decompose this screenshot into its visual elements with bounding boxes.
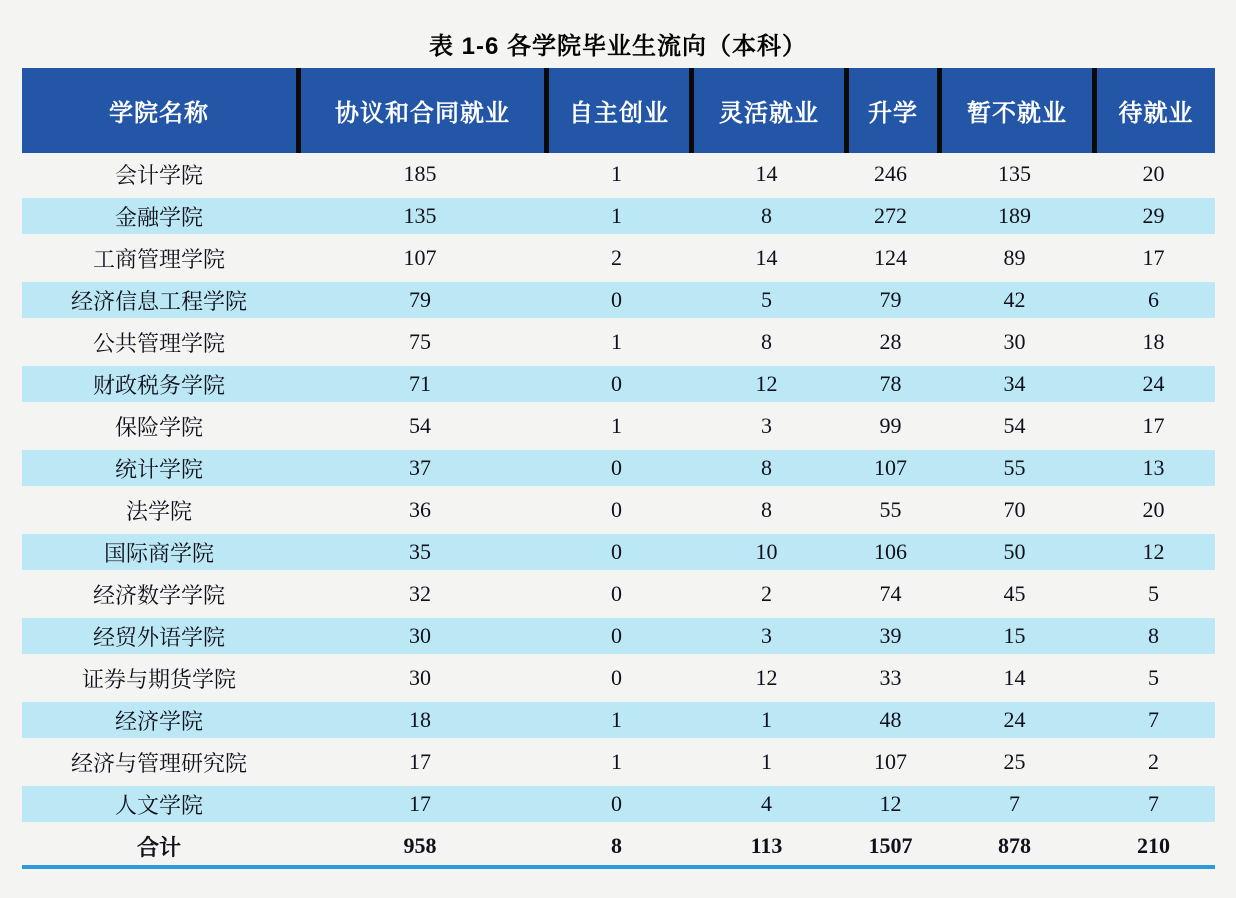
value-cell: 30 — [1003, 329, 1026, 354]
college-name-cell: 财政税务学院 — [22, 363, 296, 405]
value-cell: 71 — [296, 363, 544, 405]
table-row — [22, 531, 1215, 573]
value-cell: 1 — [611, 329, 622, 354]
college-name-cell: 公共管理学院 — [92, 330, 225, 356]
value-cell: 0 — [544, 615, 689, 657]
table-row — [22, 153, 1215, 195]
value-cell: 8 — [689, 195, 844, 237]
value-cell: 15 — [937, 615, 1092, 657]
college-name-cell: 人文学院 — [22, 783, 296, 825]
value-cell: 106 — [844, 531, 937, 573]
value-cell: 0 — [611, 497, 622, 522]
value-cell: 48 — [844, 699, 937, 741]
value-cell: 3 — [761, 413, 772, 438]
header-row — [22, 68, 1215, 153]
value-cell: 28 — [879, 329, 902, 354]
value-cell: 17 — [1142, 413, 1165, 438]
value-cell: 79 — [844, 279, 937, 321]
value-cell: 17 — [1142, 245, 1165, 270]
total-value: 1507 — [868, 833, 913, 858]
value-cell: 34 — [937, 363, 1092, 405]
table-row — [22, 699, 1215, 741]
total-value: 210 — [1137, 833, 1170, 858]
value-cell: 37 — [296, 447, 544, 489]
college-name-cell: 工商管理学院 — [92, 246, 225, 272]
value-cell: 54 — [1003, 413, 1026, 438]
table-row — [22, 657, 1215, 699]
value-cell: 7 — [1092, 783, 1215, 825]
college-name-cell: 法学院 — [125, 498, 192, 524]
value-cell: 14 — [755, 161, 778, 186]
value-cell: 33 — [879, 665, 902, 690]
value-cell: 5 — [1148, 665, 1159, 690]
table-row — [22, 321, 1215, 363]
table-row — [22, 447, 1215, 489]
value-cell: 32 — [409, 581, 431, 606]
value-cell: 5 — [689, 279, 844, 321]
column-header-contract: 协议和合同就业 — [296, 68, 544, 153]
column-header-further-study: 升学 — [844, 68, 937, 153]
value-cell: 8 — [761, 329, 772, 354]
value-cell: 70 — [1003, 497, 1026, 522]
value-cell: 0 — [544, 279, 689, 321]
value-cell: 2 — [1148, 749, 1159, 774]
value-cell: 107 — [844, 447, 937, 489]
value-cell: 13 — [1092, 447, 1215, 489]
value-cell: 14 — [1003, 665, 1026, 690]
value-cell: 39 — [844, 615, 937, 657]
table-bottom-rule — [22, 865, 1215, 869]
table-body — [22, 153, 1215, 825]
college-name-cell: 统计学院 — [22, 447, 296, 489]
table-footer — [22, 825, 1215, 865]
value-cell: 30 — [409, 665, 431, 690]
value-cell: 24 — [937, 699, 1092, 741]
value-cell: 14 — [755, 245, 778, 270]
value-cell: 1 — [544, 195, 689, 237]
value-cell: 189 — [937, 195, 1092, 237]
value-cell: 1 — [611, 749, 622, 774]
table-row — [22, 363, 1215, 405]
value-cell: 50 — [937, 531, 1092, 573]
value-cell: 74 — [879, 581, 902, 606]
value-cell: 4 — [689, 783, 844, 825]
table-row — [22, 741, 1215, 783]
value-cell: 272 — [844, 195, 937, 237]
value-cell: 24 — [1092, 363, 1215, 405]
value-cell: 0 — [544, 363, 689, 405]
value-cell: 75 — [409, 329, 431, 354]
value-cell: 1 — [689, 699, 844, 741]
value-cell: 107 — [403, 245, 437, 270]
value-cell: 42 — [937, 279, 1092, 321]
value-cell: 55 — [937, 447, 1092, 489]
value-cell: 17 — [409, 749, 431, 774]
value-cell: 10 — [689, 531, 844, 573]
total-value: 878 — [998, 833, 1031, 858]
value-cell: 12 — [689, 363, 844, 405]
value-cell: 2 — [761, 581, 772, 606]
value-cell: 5 — [1148, 581, 1159, 606]
college-name-cell: 保险学院 — [114, 414, 203, 440]
college-name-cell: 经济数学学院 — [92, 582, 225, 608]
value-cell: 0 — [544, 531, 689, 573]
value-cell: 55 — [879, 497, 902, 522]
value-cell: 6 — [1092, 279, 1215, 321]
value-cell: 35 — [296, 531, 544, 573]
value-cell: 89 — [1003, 245, 1026, 270]
college-name-cell: 证券与期货学院 — [81, 666, 236, 692]
value-cell: 0 — [611, 581, 622, 606]
value-cell: 8 — [689, 447, 844, 489]
table-title: 表 1-6 各学院毕业生流向（本科） — [428, 33, 808, 60]
value-cell: 78 — [844, 363, 937, 405]
table-row — [22, 195, 1215, 237]
value-cell: 1 — [544, 699, 689, 741]
value-cell: 18 — [1142, 329, 1165, 354]
value-cell: 107 — [874, 749, 907, 774]
table-row — [22, 405, 1215, 447]
value-cell: 45 — [1003, 581, 1026, 606]
table-row — [22, 573, 1215, 615]
total-value: 958 — [403, 833, 437, 858]
value-cell: 36 — [409, 497, 431, 522]
value-cell: 1 — [611, 161, 622, 186]
table-row — [22, 615, 1215, 657]
table-row — [22, 237, 1215, 279]
column-header-flexible: 灵活就业 — [689, 68, 844, 153]
value-cell: 135 — [296, 195, 544, 237]
value-cell: 3 — [689, 615, 844, 657]
value-cell: 7 — [1092, 699, 1215, 741]
table-row — [22, 489, 1215, 531]
total-value: 8 — [611, 833, 622, 858]
value-cell: 0 — [544, 783, 689, 825]
college-name-cell: 经济与管理研究院 — [70, 750, 247, 776]
graduate-flow-table-wrap — [22, 68, 1215, 869]
value-cell: 17 — [296, 783, 544, 825]
value-cell: 7 — [937, 783, 1092, 825]
value-cell: 54 — [409, 413, 431, 438]
value-cell: 0 — [611, 665, 622, 690]
total-label: 合计 — [136, 834, 181, 860]
value-cell: 12 — [844, 783, 937, 825]
table-row — [22, 279, 1215, 321]
college-name-cell: 经济学院 — [22, 699, 296, 741]
value-cell: 20 — [1142, 497, 1165, 522]
value-cell: 124 — [874, 245, 907, 270]
value-cell: 12 — [755, 665, 778, 690]
value-cell: 18 — [296, 699, 544, 741]
value-cell: 1 — [611, 413, 622, 438]
value-cell: 185 — [403, 161, 437, 186]
value-cell: 29 — [1092, 195, 1215, 237]
value-cell: 25 — [1003, 749, 1026, 774]
total-value: 113 — [750, 833, 783, 858]
value-cell: 99 — [879, 413, 902, 438]
value-cell: 0 — [544, 447, 689, 489]
value-cell: 8 — [1092, 615, 1215, 657]
column-header-seeking: 待就业 — [1092, 68, 1215, 153]
table-header — [22, 68, 1215, 153]
value-cell: 135 — [998, 161, 1031, 186]
value-cell: 246 — [874, 161, 907, 186]
value-cell: 1 — [761, 749, 772, 774]
college-name-cell: 金融学院 — [22, 195, 296, 237]
value-cell: 30 — [296, 615, 544, 657]
college-name-cell: 经济信息工程学院 — [22, 279, 296, 321]
college-name-cell: 国际商学院 — [22, 531, 296, 573]
total-row — [22, 825, 1215, 865]
column-header-not-employed-yet: 暂不就业 — [937, 68, 1092, 153]
value-cell: 12 — [1092, 531, 1215, 573]
value-cell: 2 — [611, 245, 622, 270]
value-cell: 8 — [761, 497, 772, 522]
college-name-cell: 会计学院 — [114, 162, 203, 188]
college-name-cell: 经贸外语学院 — [22, 615, 296, 657]
column-header-college: 学院名称 — [22, 68, 296, 153]
column-header-startup: 自主创业 — [544, 68, 689, 153]
table-row — [22, 783, 1215, 825]
value-cell: 20 — [1142, 161, 1165, 186]
graduate-flow-table — [22, 68, 1215, 865]
value-cell: 79 — [296, 279, 544, 321]
